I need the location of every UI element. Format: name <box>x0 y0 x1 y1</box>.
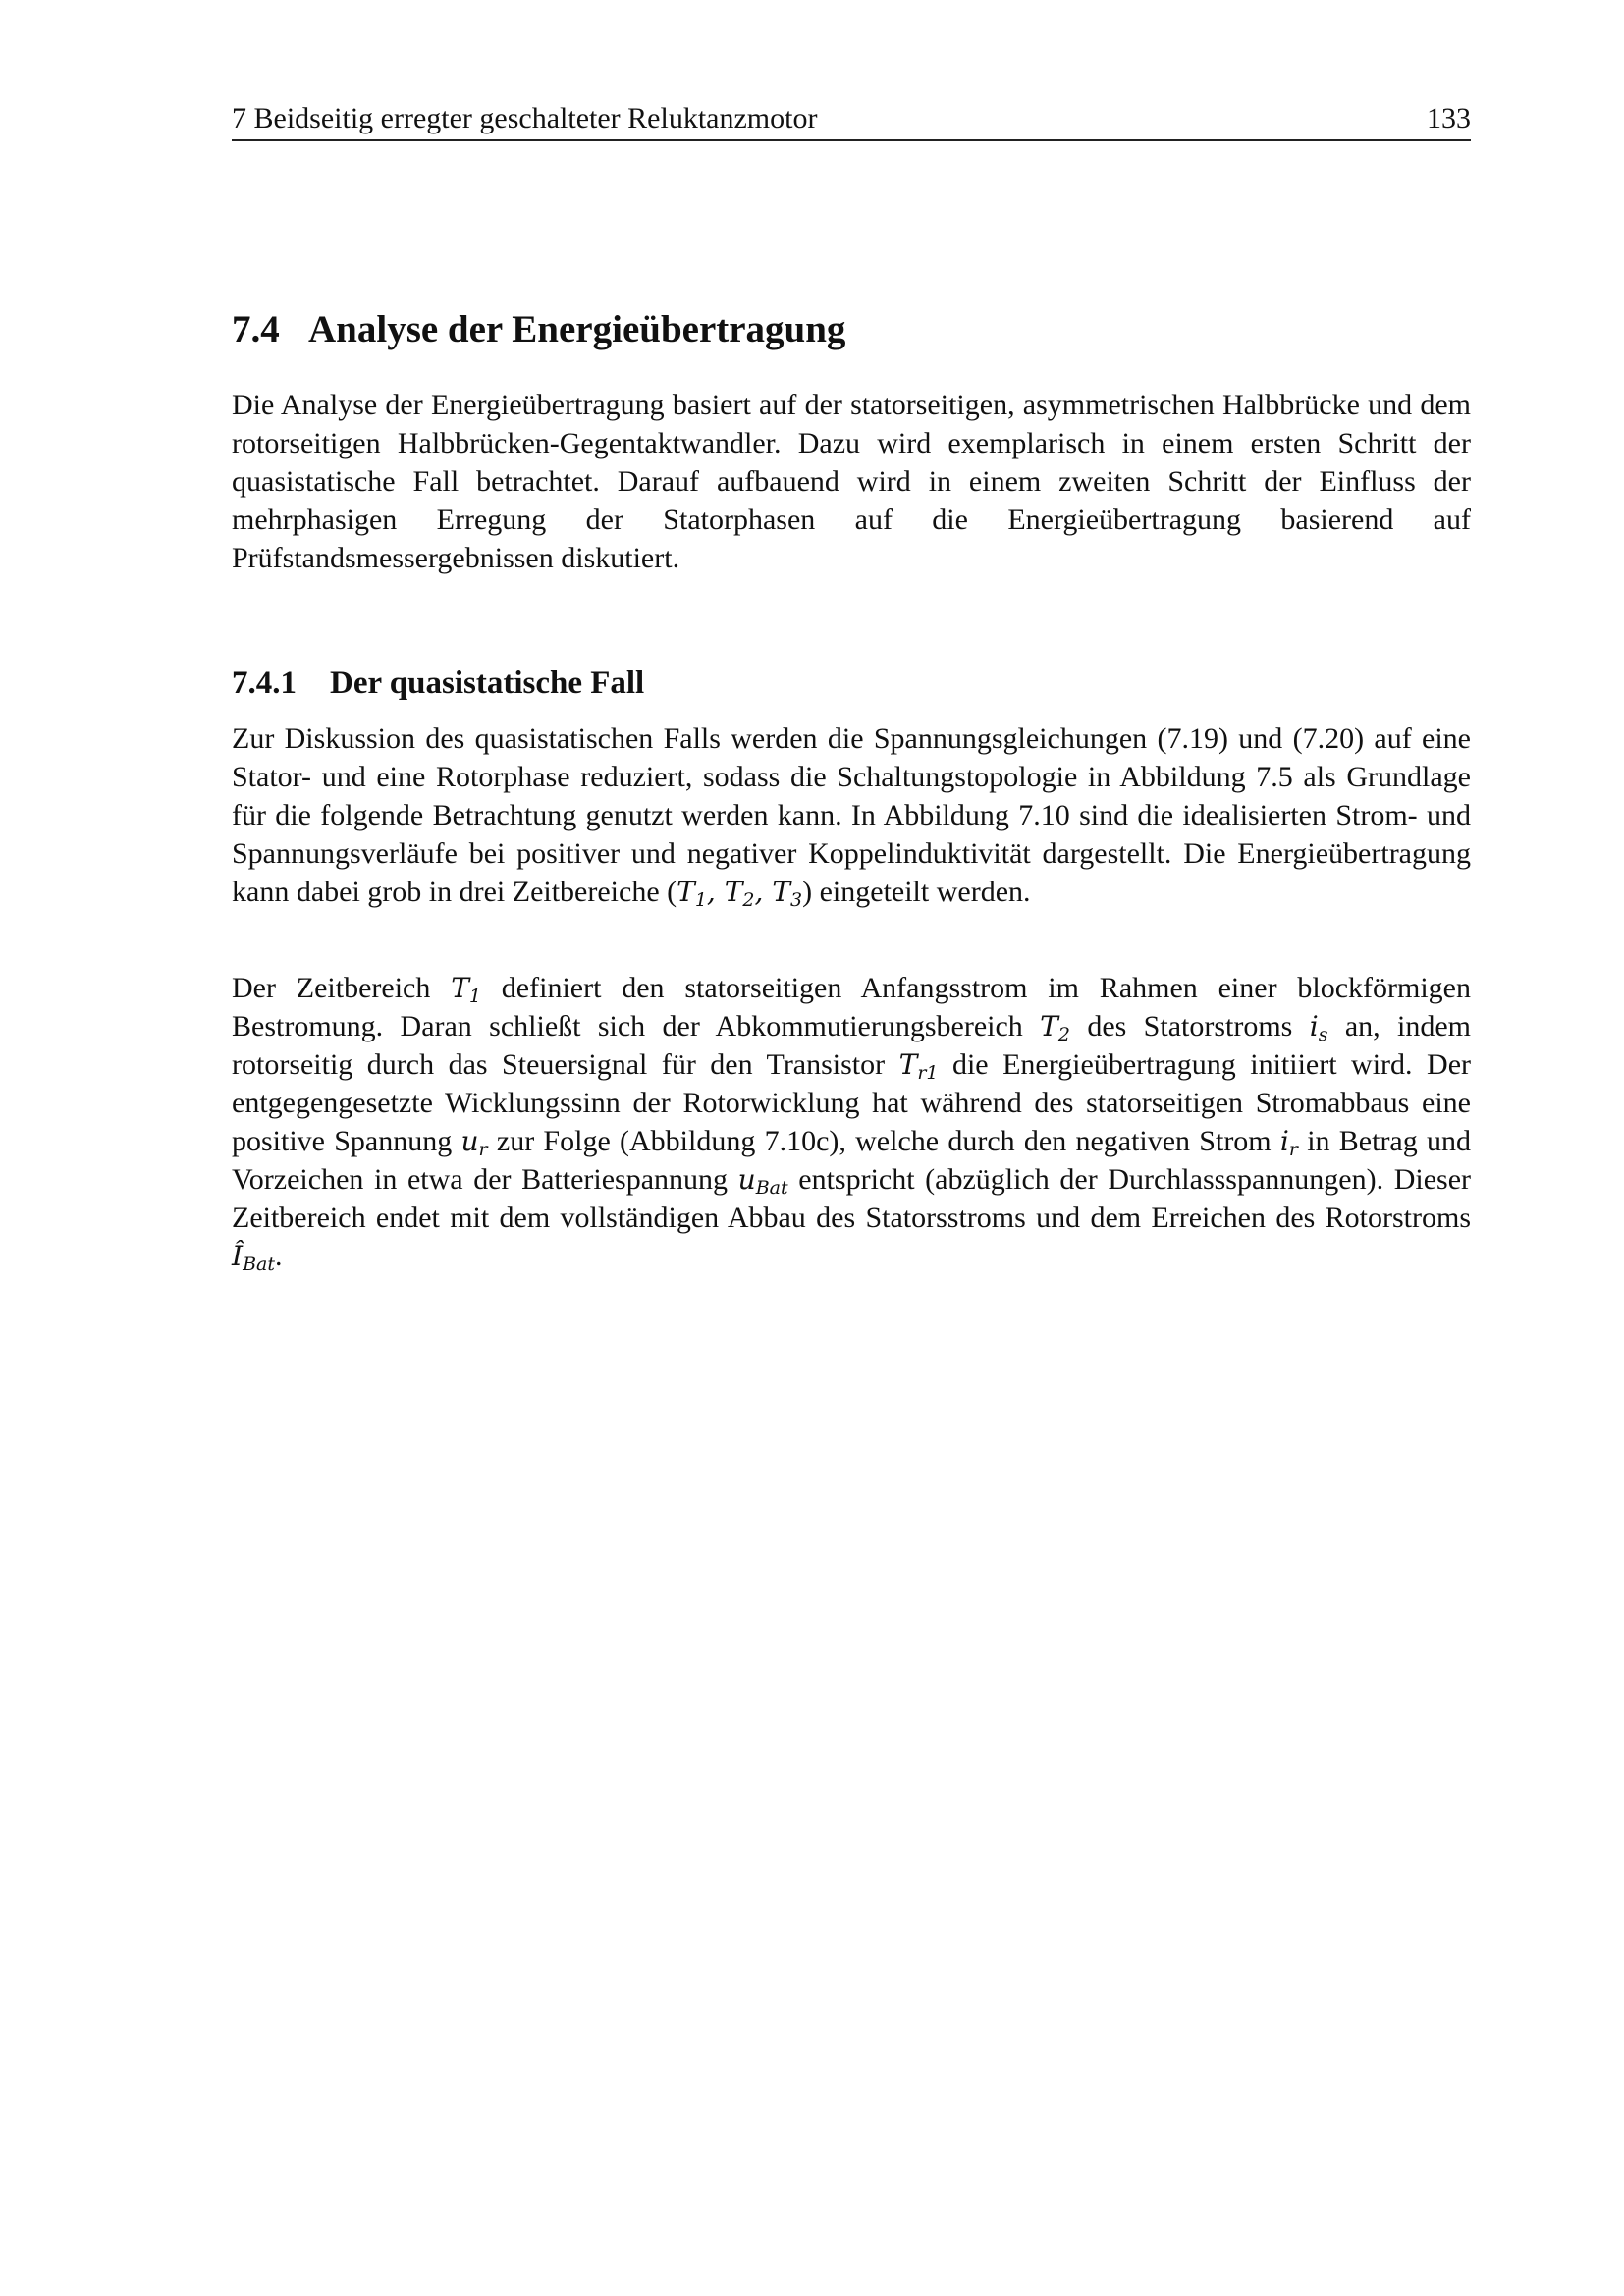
math-comma: , <box>754 876 773 908</box>
text-run: entspricht (abzüglich der Durchlassspannungen). Dieser Zeitbereich endet mit dem vollständigen Abbau des Statorsstroms und dem Erreichen des Rotorstroms <box>232 1163 1471 1234</box>
math-t1: $T_1$ <box>451 972 481 1007</box>
math-comma: , <box>706 876 725 908</box>
math-ibat: $Î_{Bat}$ <box>232 1240 275 1275</box>
subsection-number: 7.4.1 <box>232 666 297 701</box>
subsection-heading <box>232 662 644 705</box>
math-is: $i_s$ <box>1309 1010 1328 1045</box>
paragraph-time-ranges <box>232 969 1471 1275</box>
math-ir: $i_r$ <box>1279 1125 1298 1160</box>
text-run: Der Zeitbereich <box>232 972 452 1004</box>
running-header <box>232 98 1471 141</box>
text-run: Zur Diskussion des quasistatischen Falls werden die Spannungsgleichungen (7.19) und (7.20) auf eine Stator- und eine Rotorphase reduziert, sodass die Schaltungstopologie in Abbildung 7.5 als Grundlage für die folgende Betrachtung genutzt werden kann. In Abbildung 7.10 sind die idealisierten Strom- und Spannungsverläufe bei positiver und negativer Koppelinduktivität dargestellt. Die Energieübertragung kann dabei grob in drei Zeitbereiche ( <box>232 722 1471 908</box>
text-run: ) eingeteilt werden. <box>802 876 1031 908</box>
text-run: des Statorstroms <box>1069 1010 1310 1042</box>
section-number: 7.4 <box>232 308 280 350</box>
subsection-title: Der quasistatische Fall <box>330 666 645 701</box>
text-run: in Betrag und Vorzeichen in etwa der Batteriespannung <box>232 1125 1471 1196</box>
math-ur: $u_r$ <box>460 1125 488 1160</box>
math-t2: $T_2$ <box>1040 1010 1070 1045</box>
section-title: Analyse der Energieübertragung <box>308 308 846 350</box>
math-ubat: $u_{Bat}$ <box>737 1163 788 1199</box>
text-run: . <box>275 1240 283 1272</box>
text-run: zur Folge (Abbildung 7.10c), welche durch den negativen Strom <box>487 1125 1280 1157</box>
text-run: an, indem rotorseitig durch das Steuersignal für den Transistor <box>232 1010 1471 1081</box>
math-t2: $T_2$ <box>724 876 755 911</box>
section-paragraph: Die Analyse der Energieübertragung basiert auf der statorseitigen, asymmetrischen Halbbrücke und dem rotorseitigen Halbbrücken-Gegentaktwandler. Dazu wird exemplarisch in einem ersten Schritt der quasistatische Fall betrachtet. Darauf aufbauend wird in einem zweiten Schritt der Einfluss der mehrphasigen Erregung der Statorphasen auf die Energieübertragung basierend auf Prüfstandsmessergebnissen diskutiert. <box>232 389 1471 574</box>
text-run: die Energieübertragung initiiert wird. Der entgegengesetzte Wicklungssinn der Rotorwicklung hat während des statorseitigen Stromabbaus eine positive Spannung <box>232 1048 1471 1157</box>
section-heading <box>232 306 845 353</box>
math-t1: $T_1$ <box>677 876 707 911</box>
chapter-title: 7 Beidseitig erregter geschalteter Reluktanzmotor <box>232 102 818 134</box>
paragraph-quasistatic-intro <box>232 720 1471 911</box>
math-t3: $T_3$ <box>772 876 803 911</box>
text-run: definiert den statorseitigen Anfangsstrom im Rahmen einer blockförmigen Bestromung. Daran schließt sich der Abkommutierungsbereich <box>232 972 1471 1042</box>
math-tr1: $T_{r1}$ <box>898 1048 939 1084</box>
page-number: 133 <box>1427 102 1471 134</box>
